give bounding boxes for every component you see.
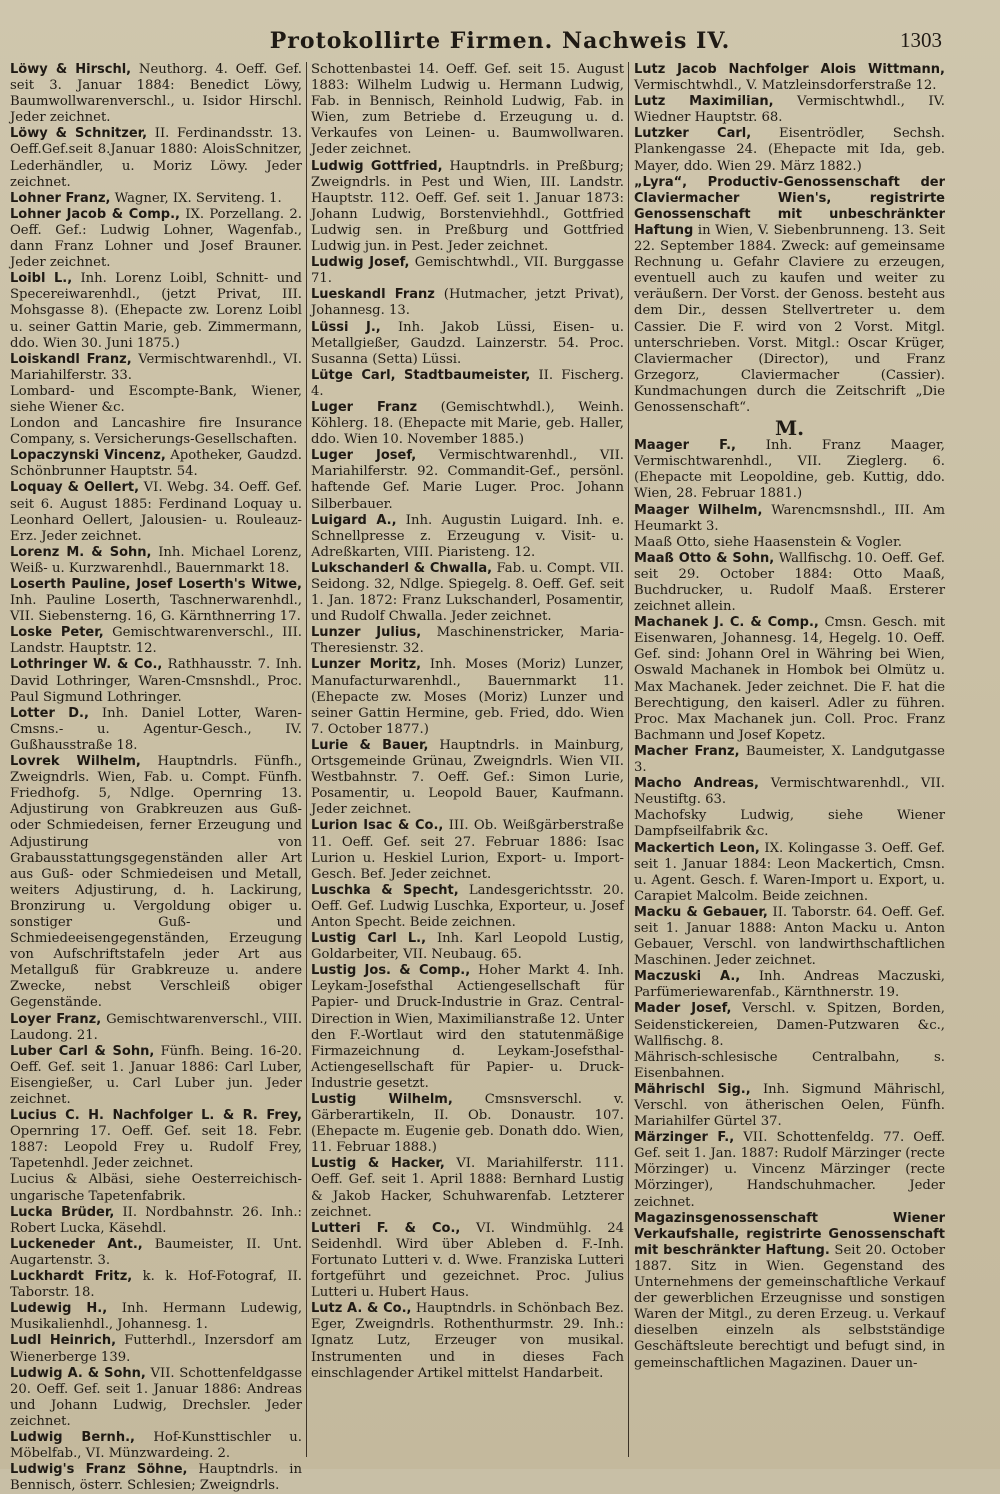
- directory-entry: [10, 448, 302, 480]
- directory-entry: [311, 1301, 624, 1381]
- entry-text: Gemischtwarenverschl., III. Landstr. Hauptstr. 12.: [10, 625, 302, 657]
- entry-text: Vermischtwhdl., IV. Wiedner Hauptstr. 68.: [634, 94, 945, 126]
- directory-entry: [311, 818, 624, 882]
- firm-name: Lohner Jacob & Comp.,: [10, 206, 180, 222]
- entry-text: Vermischtwarenhdl., VI. Mariahilferstr. 33.: [10, 351, 302, 383]
- firm-name: Lustig Wilhelm,: [311, 1092, 453, 1107]
- firm-name: Lutz Maximilian,: [634, 94, 774, 110]
- firm-name: Lorenz M. & Sohn,: [10, 544, 152, 560]
- firm-name: Lurion Isac & Co.,: [311, 818, 444, 834]
- firm-name: Lothringer W. & Co.,: [10, 657, 163, 673]
- entry-text: IX. Kolingasse 3. Oeff. Gef. seit 1. Januar 1884: Leon Mackertich, Cmsn. u. Agent. Gesch. f. Waren-Import u. Export, u. Carapiet Malcolm. Beide zeichnen.: [634, 840, 945, 904]
- entry-text: Hauptndrls. in Bennisch, österr. Schlesien; Zweigndrls.: [10, 1462, 303, 1494]
- firm-name: Lovrek Wilhelm,: [10, 754, 141, 770]
- entry-text: Wallfischg. 10. Oeff. Gef. seit 29. October 1884: Otto Maaß, Buchdrucker, u. Rudolf Maaß. Ersterer zeichnet allein.: [634, 550, 945, 615]
- entry-text: Mährisch-schlesische Centralbahn, s. Eisenbahnen.: [634, 1049, 945, 1081]
- firm-name: Lotter D.,: [10, 705, 89, 721]
- firm-name: Lüssi J.,: [311, 319, 381, 335]
- directory-entry: [634, 744, 945, 776]
- entry-text: Inh. Franz Maager, Vermischtwarenhdl., VII. Zieglerg. 6. (Ehepacte mit Leopoldine, geb. Kuttig, ddo. Wien, 28. Februar 1881.): [634, 438, 945, 502]
- directory-entry: [10, 625, 302, 657]
- directory-entry: [634, 1130, 945, 1210]
- directory-entry: [10, 1430, 302, 1462]
- column-right: [628, 62, 945, 1457]
- firm-name: Maczuski A.,: [634, 969, 741, 985]
- entry-text: Fab. u. Compt. VII. Seidong. 32, Ndlge. Spiegelg. 8. Oeff. Gef. seit 1. Jan. 1872: Franz Lukschanderl, Posamentir, und Rudolf Chwalla. Jeder zeichnet.: [311, 560, 624, 625]
- firm-name: Mährischl Sig.,: [634, 1081, 751, 1097]
- firm-name: Loquay & Oellert,: [10, 480, 140, 496]
- entry-text: Inh. Andreas Maczuski, Parfümeriewarenfab., Kärnthnerstr. 19.: [634, 969, 945, 1001]
- firm-name: Lustig & Hacker,: [311, 1156, 445, 1172]
- entry-text: IX. Porzellang. 2. Oeff. Gef.: Ludwig Lohner, Wagenfab., dann Franz Lohner und Josef Brauner. Jeder zeichnet.: [10, 206, 302, 271]
- directory-entry: [311, 1156, 624, 1220]
- text-columns: [10, 62, 946, 1494]
- directory-entry: [10, 384, 302, 416]
- directory-entry: [10, 1044, 302, 1108]
- entry-text: Maschinenstricker, Maria-Theresienstr. 32.: [311, 625, 624, 657]
- entry-text: Neuthorg. 4. Oeff. Gef. seit 3. Januar 1884: Benedict Löwy, Baumwollwarenverschl., u. Isidor Hirschl. Jeder zeichnet.: [10, 62, 302, 126]
- directory-entry: [634, 94, 945, 126]
- directory-entry: [311, 287, 624, 319]
- directory-entry: [10, 1108, 302, 1172]
- entry-text: Hoher Markt 4. Inh. Leykam-Josefsthal Actiengesellschaft für Papier- und Druck-Industrie in Graz. Central-Direction in Wien, Maximilianstraße 12. Unter den F.-Wortlaut wird den statutenmäßige Firmazeichnung d. Leykam-Josefsthal-Actiengesellschaft für Papier- u. Druck-Industrie gesetzt.: [311, 963, 625, 1091]
- entry-text: Hauptndrls. in Preßburg; Zweigndrls. in Pest und Wien, III. Landstr. Hauptstr. 112. Oeff. Gef. seit 1. Januar 1873: Johann Ludwig, Borstenviehhdl., Gottfried Ludwig sen. in Preßburg und Gottfried Ludwig jun. in Pest. Jeder zeichnet.: [311, 158, 624, 255]
- directory-entry: [311, 255, 624, 287]
- entry-text: Opernring 17. Oeff. Gef. seit 18. Febr. 1887: Leopold Frey u. Rudolf Frey, Tapetenhdl. Jeder zeichnet.: [10, 1124, 302, 1172]
- directory-entry: [311, 400, 624, 448]
- entry-text: Cmsnsverschl. v. Gärberartikeln, II. Ob. Donaustr. 107. (Ehepacte m. Eugenie geb. Donath ddo. Wien, 11. Februar 1888.): [311, 1092, 624, 1156]
- entry-text: Eisentrödler, Sechsh. Plankengasse 24. (Ehepacte mit Ida, geb. Mayer, ddo. Wien 29. März 1882.): [634, 126, 945, 174]
- entry-text: Rathhausstr. 7. Inh. David Lothringer, Waren-Cmsnshdl., Proc. Paul Sigmund Lothringer.: [10, 657, 302, 705]
- directory-entry: [10, 1237, 302, 1269]
- firm-name: Ludewig H.,: [10, 1301, 108, 1317]
- entry-text: in Wien, V. Siebenbrunneng. 13. Seit 22. September 1884. Zweck: auf gemeinsame Rechnung u. Gefahr Claviere zu erzeugen, eventuell auch zu kaufen und weiter zu veräußern. Der Vorst. der Genoss. besteht aus dem Dir., dessen Stellvertreter u. dem Cassier. Die F. wird von 2 Vorst. Mitgl. unterschrieben. Vorst. Mitgl.: Oscar Krüger, Claviermacher (Director), und Franz Grzegorz, Claviermacher (Cassier). Kundmachungen durch die Zeitschrift „Die Genossenschaft“.: [634, 222, 945, 415]
- directory-entry: [634, 1082, 945, 1130]
- entry-text: Fünfh. Being. 16-20. Oeff. Gef. seit 1. Januar 1886: Carl Luber, Eisengießer, u. Carl Luber jun. Jeder zeichnet.: [10, 1043, 302, 1107]
- firm-name: Lutz Jacob Nachfolger Alois Wittmann,: [634, 62, 945, 77]
- directory-entry: [634, 551, 945, 615]
- directory-entry: [10, 545, 302, 577]
- firm-name: Maager F.,: [634, 438, 736, 454]
- directory-entry: [10, 416, 302, 448]
- entry-text: II. Fischerg. 4.: [311, 367, 624, 399]
- entry-text: Inh. Jakob Lüssi, Eisen- u. Metallgießer, Gaudzd. Lainzerstr. 54. Proc. Susanna (Setta) Lüssi.: [311, 319, 624, 367]
- firm-name: Luger Josef,: [311, 448, 417, 464]
- directory-entry: [311, 738, 624, 818]
- directory-entry: [10, 1333, 302, 1365]
- firm-name: Lukschanderl & Chwalla,: [311, 560, 493, 576]
- directory-entry: [311, 1221, 624, 1301]
- firm-name: Macher Franz,: [634, 743, 740, 759]
- directory-entry: [10, 706, 302, 754]
- firm-name: Ludwig's Franz Söhne,: [10, 1462, 188, 1478]
- firm-name: Macho Andreas,: [634, 776, 759, 792]
- directory-entry: [311, 513, 624, 561]
- entry-text: Hof-Kunsttischler u. Möbelfab., VI. Münzwardeing. 2.: [10, 1429, 302, 1462]
- entry-text: Maaß Otto, siehe Haasenstein & Vogler.: [634, 534, 902, 550]
- directory-entry: [311, 561, 624, 625]
- directory-entry: [634, 905, 945, 969]
- entry-text: Seit 20. October 1887. Sitz in Wien. Gegenstand des Unternehmens der gemeinschaftliche Verkauf der gewerblichen Erzeugnisse und sonstigen Waren der Mitgl., zu deren Erzeug. u. Verkauf dieselben einzeln als selbstständige Geschäftsleute berechtigt und befugt sind, in gemeinschaftlichen Magazinen. Dauer un-: [634, 1242, 945, 1371]
- entry-text: Baumeister, X. Landgutgasse 3.: [634, 743, 945, 776]
- entry-text: Gemischtwhdl., VII. Burggasse 71.: [311, 255, 624, 287]
- firm-name: Lucka Brüder,: [10, 1204, 115, 1220]
- column-middle: [306, 62, 628, 1457]
- directory-entry: [634, 62, 945, 94]
- directory-entry: [10, 1012, 302, 1044]
- firm-name: Loiskandl Franz,: [10, 351, 132, 367]
- entry-text: Warencmsnshdl., III. Am Heumarkt 3.: [634, 502, 945, 534]
- entry-text: Landesgerichtsstr. 20. Oeff. Gef. Ludwig Luschka, Exporteur, u. Josef Anton Specht. Beide zeichnen.: [311, 882, 624, 930]
- firm-name: Machanek J. C. & Comp.,: [634, 615, 819, 631]
- firm-name: Ludwig Bernh.,: [10, 1429, 135, 1445]
- firm-name: Lurie & Bauer,: [311, 737, 429, 753]
- firm-name: Luber Carl & Sohn,: [10, 1043, 155, 1059]
- directory-entry: [311, 368, 624, 400]
- entry-text: Inh. Pauline Loserth, Taschnerwarenhdl., VII. Siebensterng. 16, G. Kärnthnerring 17.: [10, 593, 302, 625]
- firm-name: Ludl Heinrich,: [10, 1333, 117, 1349]
- firm-name: Luigard A.,: [311, 512, 397, 528]
- firm-name: Lutteri F. & Co.,: [311, 1220, 461, 1236]
- firm-name: „Lyra“, Productiv-Genossenschaft der Claviermacher Wien's, registrirte Genossenschaft mit unbeschränkter Haftung: [634, 174, 945, 238]
- entry-text: Lombard- und Escompte-Bank, Wiener, siehe Wiener &c.: [10, 383, 302, 415]
- directory-entry: [10, 207, 302, 271]
- entry-text: VI. Mariahilferstr. 111. Oeff. Gef. seit 1. April 1888: Bernhard Lustig & Jakob Hacker, Schuhwarenfab. Letzterer zeichnet.: [311, 1156, 624, 1220]
- entry-text: VII. Schottenfeldgasse 20. Oeff. Gef. seit 1. Januar 1886: Andreas und Johann Ludwig, Drechsler. Jeder zeichnet.: [10, 1365, 303, 1429]
- firm-name: Löwy & Hirschl,: [10, 62, 132, 77]
- entry-text: Inh. Augustin Luigard. Inh. e. Schnellpresse z. Erzeugung v. Visit- u. Adreßkarten, VIII. Piaristeng. 12.: [311, 512, 625, 560]
- directory-entry: [311, 963, 624, 1092]
- firm-name: Luckeneder Ant.,: [10, 1236, 143, 1252]
- directory-entry: [10, 62, 302, 126]
- directory-entry: [311, 883, 624, 931]
- entry-text: Wagner, IX. Serviteng. 1.: [110, 190, 282, 206]
- firm-name: Maager Wilhelm,: [634, 502, 763, 518]
- firm-name: Loserth Pauline, Josef Loserth's Witwe,: [10, 577, 302, 592]
- directory-entry: [10, 1366, 302, 1430]
- firm-name: Märzinger F.,: [634, 1130, 735, 1146]
- entry-text: Vermischtwarenhdl., VII. Mariahilferstr. 92. Commandit-Gef., persönl. haftende Gef. Marie Luger. Proc. Johann Silberbauer.: [311, 448, 624, 512]
- directory-entry: [634, 1001, 945, 1049]
- firm-name: Macku & Gebauer,: [634, 904, 768, 920]
- directory-entry: [634, 615, 945, 744]
- entry-text: Machofsky Ludwig, siehe Wiener Dampfseilfabrik &c.: [634, 808, 945, 840]
- directory-entry: [311, 657, 624, 737]
- directory-entry: [10, 191, 302, 207]
- firm-name: Maaß Otto & Sohn,: [634, 550, 775, 566]
- directory-entry: [10, 577, 302, 625]
- firm-name: Lopaczynski Vincenz,: [10, 448, 166, 464]
- entry-text: II. Taborstr. 64. Oeff. Gef. seit 1. Januar 1888: Anton Macku u. Anton Gebauer, Verschl. von landwirthschaftlichen Maschinen. Jeder zeichnet.: [634, 904, 946, 969]
- entry-text: Gemischtwarenverschl., VIII. Laudong. 21.: [10, 1011, 303, 1043]
- page-number: 1303: [900, 28, 942, 52]
- directory-entry: [10, 480, 302, 544]
- entry-text: Lucius & Albäsi, siehe Oesterreichisch-ungarische Tapetenfabrik.: [10, 1172, 302, 1204]
- firm-name: Luschka & Specht,: [311, 882, 459, 898]
- firm-name: Loyer Franz,: [10, 1011, 102, 1027]
- entry-text: Vermischtwhdl., V. Matzleinsdorferstraße 12.: [634, 78, 937, 94]
- directory-entry: [634, 969, 945, 1001]
- firm-name: Lustig Carl L.,: [311, 931, 427, 947]
- entry-text: Apotheker, Gaudzd. Schönbrunner Hauptstr. 54.: [10, 448, 302, 480]
- entry-text: (Hutmacher, jetzt Privat), Johannesg. 13.: [311, 287, 624, 319]
- firm-name: Luger Franz: [311, 399, 418, 415]
- directory-entry: [634, 1211, 945, 1372]
- entry-text: Inh. Karl Leopold Lustig, Goldarbeiter, VII. Neubaug. 65.: [311, 931, 624, 963]
- entry-text: Inh. Daniel Lotter, Waren-Cmsns.- u. Agentur-Gesch., IV. Gußhausstraße 18.: [10, 705, 302, 753]
- firm-name: Lohner Franz,: [10, 190, 111, 206]
- entry-text: Hauptndrls. in Mainburg, Ortsgemeinde Grünau, Zweigndrls. Wien VII. Westbahnstr. 7. Oeff. Gef.: Simon Lurie, Posamentir, u. Leopold Bauer, Kaufmann. Jeder zeichnet.: [311, 737, 625, 818]
- directory-entry: [10, 657, 302, 705]
- entry-text: Inh. Sigmund Mährischl, Verschl. von ätherischen Oelen, Fünfh. Mariahilfer Gürtel 37.: [634, 1081, 946, 1130]
- firm-name: Mader Josef,: [634, 1001, 732, 1017]
- entry-text: Baumeister, II. Unt. Augartenstr. 3.: [10, 1236, 302, 1268]
- firm-name: Ludwig Gottfried,: [311, 158, 443, 174]
- firm-name: Mackertich Leon,: [634, 840, 760, 856]
- directory-entry: [634, 776, 945, 808]
- entry-text: Inh. Lorenz Loibl, Schnitt- und Specereiwarenhdl., (jetzt Privat, III. Mohsgasse 8). (Ehepacte zw. Lorenz Loibl u. seiner Gattin Marie, geb. Zimmermann, ddo. Wien 30. Juni 1875.): [10, 271, 302, 351]
- entry-text: Hauptndrls. Fünfh., Zweigndrls. Wien, Fab. u. Compt. Fünfh. Friedhofg. 5, Ndlge. Opernring 13. Adjustirung von Grabkreuzen aus Guß- oder Schmiedeisen, ferner Erzeugung und Adjustirung von Grabausstattungsgegenständen aller Art aus Guß- oder Schmiedeisen und Metall, weiters Adjustirung, d. h. Lackirung, Bronzirung u. Vergoldung obiger u. sonstiger Guß- und Schmiedeeisengegenständen, Erzeugung von Aufschriftstafeln jeder Art aus Metallguß für Grabkreuze u. andere Zwecke, nebst Verschleiß obiger Gegenstände.: [10, 754, 303, 1011]
- firm-name: Lutzker Carl,: [634, 126, 752, 142]
- directory-entry: [634, 503, 945, 535]
- entry-text: k. k. Hof-Fotograf, II. Taborstr. 18.: [10, 1269, 302, 1301]
- directory-entry: [10, 271, 302, 351]
- firm-name: Lunzer Julius,: [311, 625, 422, 641]
- entry-text: Inh. Hermann Ludewig, Musikalienhdl., Johannesg. 1.: [10, 1301, 303, 1333]
- entry-text: Inh. Michael Lorenz, Weiß- u. Kurzwarenhdl., Bauernmarkt 18.: [10, 544, 302, 576]
- section-heading: M.: [774, 416, 805, 441]
- firm-name: Lutz A. & Co.,: [311, 1301, 412, 1317]
- directory-entry: [10, 126, 302, 190]
- directory-entry: [634, 1050, 945, 1082]
- directory-entry: [10, 1205, 302, 1237]
- page-header: [0, 24, 1000, 58]
- directory-entry: [10, 1269, 302, 1301]
- directory-entry: [634, 808, 945, 840]
- entry-text: Verschl. v. Spitzen, Borden, Seidenstickereien, Damen-Putzwaren &c., Wallfischg. 8.: [634, 1001, 945, 1049]
- directory-entry: [10, 1462, 302, 1494]
- directory-entry: [311, 1092, 624, 1156]
- entry-text: Hauptndrls. in Schönbach Bez. Eger, Zweigndrls. Rothenthurmstr. 29. Inh.: Ignatz Lutz, Erzeuger von musikal. Instrumenten und in dieses Fach einschlagender Artikel mittelst Handarbeit.: [311, 1301, 624, 1381]
- firm-name: Magazinsgenossenschaft Wiener Verkaufshalle, registrirte Genossenschaft mit beschränkter Haftung.: [634, 1210, 945, 1258]
- page-title: Protokollirte Firmen. Nachweis IV.: [269, 28, 731, 54]
- entry-text: Cmsn. Gesch. mit Eisenwaren, Johannesg. 14, Hegelg. 10. Oeff. Gef. sind: Johann Orel in Währing bei Wien, Oswald Machanek in Hombok bei Olmütz u. Max Machanek. Jeder zeichnet. Die F. hat die Berechtigung, den kaiserl. Adler zu führen. Proc. Max Machanek jun. Coll. Proc. Franz Bachmann und Josef Kopetz.: [634, 615, 945, 743]
- directory-entry: [10, 754, 302, 1012]
- entry-text: Vermischtwarenhdl., VII. Neustiftg. 63.: [634, 776, 945, 808]
- directory-entry: [10, 1172, 302, 1204]
- firm-name: Lueskandl Franz: [311, 287, 435, 303]
- entry-text: VII. Schottenfeldg. 77. Oeff. Gef. seit 1. Jan. 1887: Rudolf Märzinger (recte Mörzinger) u. Vincenz Märzinger (recte Mörzinger), Handschuhmacher. Jeder zeichnet.: [634, 1130, 945, 1210]
- entry-text: II. Ferdinandsstr. 13. Oeff.Gef.seit 8.Januar 1880: AloisSchnitzer, Lederhändler, u. Moriz Löwy. Jeder zeichnet.: [10, 126, 302, 190]
- firm-name: Luckhardt Fritz,: [10, 1269, 133, 1285]
- entry-text: VI. Webg. 34. Oeff. Gef. seit 6. August 1885: Ferdinand Loquay u. Leonhard Oellert, Jalousien- u. Rouleauz-Erz. Jeder zeichnet.: [10, 480, 302, 544]
- directory-entry: [634, 175, 945, 416]
- firm-name: Ludwig A. & Sohn,: [10, 1365, 146, 1381]
- directory-entry: [311, 62, 624, 159]
- firm-name: Löwy & Schnitzer,: [10, 126, 148, 142]
- entry-text: Schottenbastei 14. Oeff. Gef. seit 15. August 1883: Wilhelm Ludwig u. Hermann Ludwig, Fab. in Bennisch, Reinhold Ludwig, Fab. in Wien, zum Betriebe d. Erzeugung u. d. Verkaufes von Leinen- u. Baumwollwaren. Jeder zeichnet.: [311, 62, 624, 158]
- entry-text: (Gemischtwhdl.), Weinh. Köhlerg. 18. (Ehepacte mit Marie, geb. Haller, ddo. Wien 10. November 1885.): [311, 399, 625, 448]
- firm-name: Ludwig Josef,: [311, 255, 410, 271]
- entry-text: II. Nordbahnstr. 26. Inh.: Robert Lucka, Käsehdl.: [10, 1204, 302, 1236]
- directory-entry: [10, 352, 302, 384]
- directory-entry: [634, 535, 945, 551]
- directory-entry: [634, 841, 945, 905]
- entry-text: VI. Windmühlg. 24 Seidenhdl. Wird über Ableben d. F.-Inh. Fortunato Lutteri v. d. Wwe. Franziska Lutteri fortgeführt und gezeichnet. Proc. Julius Lutteri u. Hubert Haus.: [311, 1220, 624, 1301]
- directory-entry: [311, 320, 624, 368]
- directory-entry: [634, 438, 945, 502]
- firm-name: Lunzer Moritz,: [311, 657, 422, 673]
- entry-text: Inh. Moses (Moriz) Lunzer, Manufacturwarenhdl., Bauernmarkt 11. (Ehepacte zw. Moses (Moriz) Lunzer und seiner Gattin Hermine, geb. Fried, ddo. Wien 7. October 1877.): [311, 657, 624, 737]
- directory-entry: [634, 126, 945, 174]
- entry-text: London and Lancashire fire Insurance Company, s. Versicherungs-Gesellschaften.: [10, 416, 302, 448]
- directory-entry: [311, 159, 624, 256]
- directory-entry: [311, 625, 624, 657]
- firm-name: Loske Peter,: [10, 625, 104, 641]
- column-left: [10, 62, 306, 1494]
- firm-name: Loibl L.,: [10, 271, 73, 287]
- entry-text: Futterhdl., Inzersdorf am Wienerberge 139.: [10, 1333, 302, 1365]
- firm-name: Lütge Carl, Stadtbaumeister,: [311, 367, 531, 383]
- directory-entry: [311, 448, 624, 512]
- directory-entry: [311, 931, 624, 963]
- firm-name: Lustig Jos. & Comp.,: [311, 963, 471, 979]
- entry-text: III. Ob. Weißgärberstraße 11. Oeff. Gef. seit 27. Februar 1886: Isac Lurion u. Heskiel Lurion, Export- u. Import-Gesch. Bef. Jeder zeichnet.: [311, 818, 624, 882]
- firm-name: Lucius C. H. Nachfolger L. & R. Frey,: [10, 1108, 302, 1124]
- directory-entry: [10, 1301, 302, 1333]
